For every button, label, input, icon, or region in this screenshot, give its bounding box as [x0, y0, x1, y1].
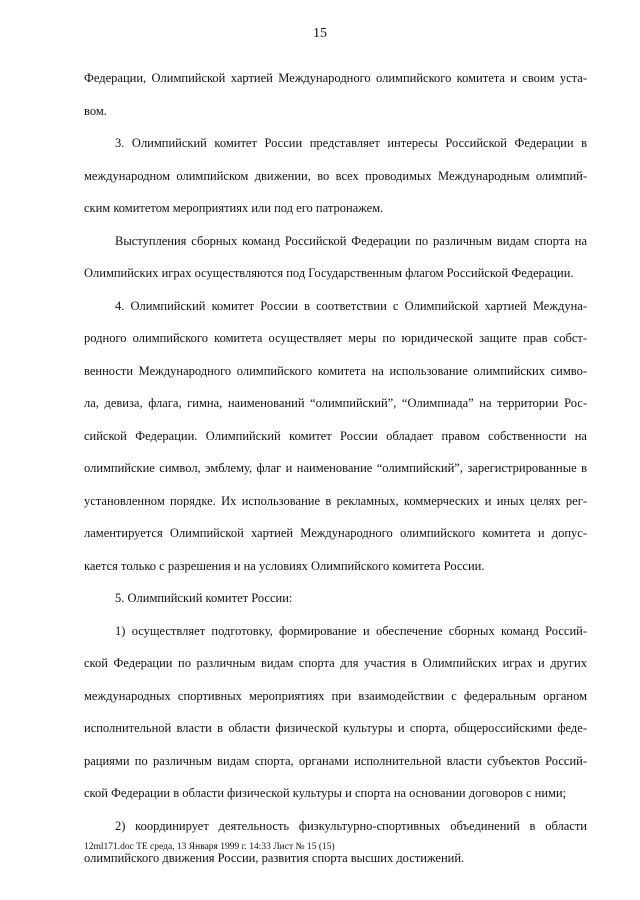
text-line: ским комитетом мероприятиях или под его патронажем.	[84, 201, 384, 215]
text-line: олимпийского движения России, развития спорта высших достижений.	[84, 851, 465, 865]
paragraph-flag	[84, 225, 587, 290]
paragraph-continuation	[84, 62, 587, 127]
text-line: рациями по различным видам спорта, органами исполнительной власти субъектов Россий-	[84, 753, 587, 768]
text-line: международных спортивных мероприятиях при взаимодействии с федеральным органом	[84, 688, 587, 703]
text-line: исполнительной власти в области физической культуры и спорта, общероссийскими феде-	[84, 721, 587, 735]
text-line: Федерации, Олимпийской хартией Международного олимпийского комитета и своим уста-	[84, 71, 587, 85]
paragraph-item-3	[84, 127, 587, 225]
page-number: 15	[313, 26, 327, 41]
text-line: венности Международного олимпийского комитета на использование олимпийских симво-	[84, 363, 587, 378]
text-line: 4. Олимпийский комитет России в соответствии с Олимпийской хартией Междуна-	[115, 298, 587, 313]
text-line: установленном порядке. Их использование в рекламных, коммерческих и иных целях рег-	[84, 493, 587, 508]
text-line: 2) координирует деятельность физкультурно-спортивных объединений в области	[115, 818, 587, 833]
text-line: сийской Федерации. Олимпийский комитет России обладает правом собственности на	[84, 428, 587, 443]
text-line: 3. Олимпийский комитет России представляет интересы Российской Федерации в	[115, 136, 587, 150]
text-line: 1) осуществляет подготовку, формирование и обеспечение сборных команд Россий-	[115, 623, 587, 638]
text-line: родного олимпийского комитета осуществляет меры по юридической защите прав собст-	[84, 331, 587, 345]
text-line: Выступления сборных команд Российской Федерации по различным видам спорта на	[115, 233, 587, 248]
paragraph-subitem-1	[84, 615, 587, 810]
text-line: 5. Олимпийский комитет России:	[115, 591, 293, 605]
paragraph-item-4	[84, 290, 587, 583]
text-line: ской Федерации в области физической культуры и спорта на основании договоров с ними;	[84, 786, 567, 800]
text-line: Олимпийских играх осуществляются под Государственным флагом Российской Федерации.	[84, 266, 574, 280]
text-line: ламентируется Олимпийской хартией Международного олимпийского комитета и допус-	[84, 526, 587, 540]
text-line: кается только с разрешения и на условиях Олимпийского комитета России.	[84, 558, 485, 573]
paragraph-item-5	[84, 582, 587, 615]
text-line: вом.	[84, 103, 107, 118]
text-line: международном олимпийском движении, во всех проводимых Международным олимпий-	[84, 168, 587, 183]
text-line: ской Федерации по различным видам спорта для участия в Олимпийских играх и других	[84, 656, 587, 670]
document-body	[84, 62, 587, 875]
text-line: ла, девиза, флага, гимна, наименований “олимпийский”, “Олимпиада” на территории Рос-	[84, 396, 587, 410]
document-footer: 12ml171.doc TE среда, 13 Января 1999 г. 14:33 Лист № 15 (15)	[84, 842, 335, 852]
text-line: олимпийские символ, эмблему, флаг и наименование “олимпийский”, зарегистрированные в	[84, 461, 587, 475]
